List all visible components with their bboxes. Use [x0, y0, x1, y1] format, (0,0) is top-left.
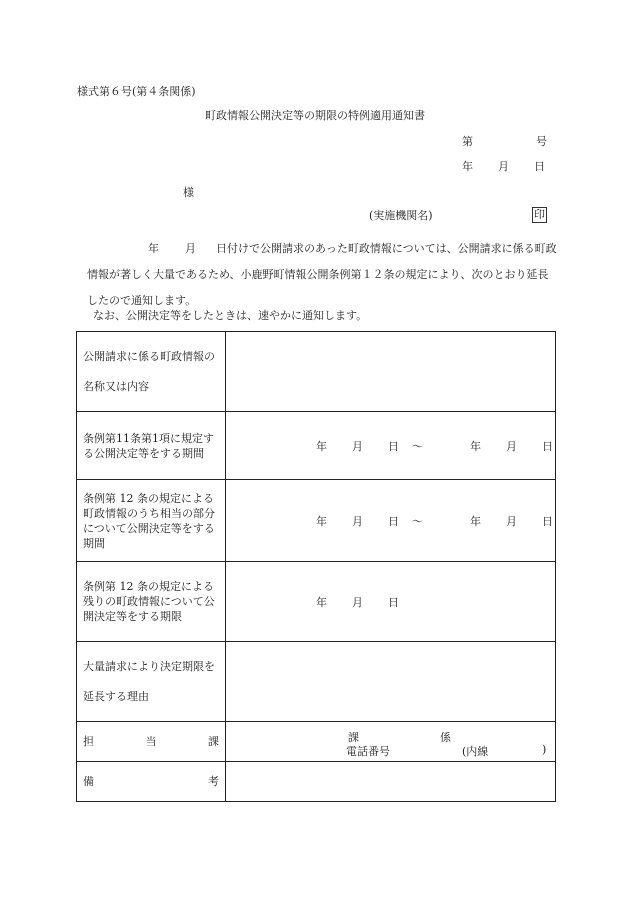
end-month: 月 [506, 439, 517, 453]
range-tilde: ～ [412, 439, 423, 453]
value-department [226, 722, 556, 762]
start-day: 日 [388, 439, 399, 453]
value-extension-reason [226, 642, 556, 722]
table-row [77, 412, 556, 480]
notice-table [76, 331, 556, 802]
end-day: 日 [542, 439, 553, 453]
label-char: 当 [145, 735, 157, 748]
table-row [77, 762, 556, 802]
start-year: 年 [316, 514, 327, 528]
phone-label: 電話番号 [346, 744, 390, 758]
label-char: 備 [83, 775, 94, 788]
end-year: 年 [470, 439, 481, 453]
number-go: 号 [536, 135, 547, 148]
document-title: 町政情報公開決定等の期限の特例適用通知書 [205, 109, 425, 122]
extension-open: (内線 [462, 744, 489, 758]
paragraph-year: 年 [148, 242, 159, 255]
date-month: 月 [498, 160, 509, 173]
label-char: 課 [208, 735, 219, 748]
number-dai: 第 [462, 135, 473, 148]
value-remarks [226, 762, 556, 802]
label-remarks [77, 762, 226, 802]
addressee-suffix: 様 [183, 186, 194, 199]
value-info-name [226, 332, 556, 412]
agency-name-label: (実施機関名) [369, 209, 433, 222]
department-ka: 課 [348, 730, 359, 744]
label-char: 考 [208, 775, 219, 788]
deadline-day: 日 [388, 595, 399, 609]
range-tilde: ～ [412, 514, 423, 528]
table-row [77, 642, 556, 722]
label-remaining-deadline: 条例第 12 条の規定による残りの町政情報について公開決定等をする期限 [77, 562, 226, 642]
notice-paragraph [87, 236, 557, 314]
table-row [77, 722, 556, 762]
seal-mark: 印 [534, 208, 545, 221]
value-partial-period [226, 480, 556, 562]
start-month: 月 [352, 514, 363, 528]
deadline-month: 月 [352, 595, 363, 609]
table-row [77, 480, 556, 562]
label-extension-reason: 大量請求により決定期限を延長する理由 [77, 642, 226, 722]
deadline-year: 年 [316, 595, 327, 609]
value-remaining-deadline [226, 562, 556, 642]
label-info-name: 公開請求に係る町政情報の名称又は内容 [77, 332, 226, 412]
label-partial-period: 条例第 12 条の規定による町政情報のうち相当の部分について公開決定等をする期間 [77, 480, 226, 562]
form-number: 様式第６号(第４条関係) [77, 85, 196, 98]
paragraph-month: 月 [185, 242, 196, 255]
start-day: 日 [388, 514, 399, 528]
extension-close: ) [542, 742, 547, 756]
start-month: 月 [352, 439, 363, 453]
table-row [77, 332, 556, 412]
end-day: 日 [542, 514, 553, 528]
label-department [77, 722, 226, 762]
start-year: 年 [316, 439, 327, 453]
table-row [77, 562, 556, 642]
date-day: 日 [534, 160, 545, 173]
end-year: 年 [470, 514, 481, 528]
notice-paragraph-2: なお、公開決定等をしたときは、速やかに通知します。 [93, 309, 368, 322]
date-year: 年 [462, 160, 473, 173]
label-decision-period: 条例第11条第1項に規定する公開決定等をする期間 [77, 412, 226, 480]
department-kakari: 係 [440, 730, 451, 744]
end-month: 月 [506, 514, 517, 528]
label-char: 担 [83, 735, 94, 748]
value-decision-period [226, 412, 556, 480]
paragraph-text: 日付けで公開請求のあった町政情報については、公開請求に係る町政情報が著しく大量であるため、小鹿野町情報公開条例第１２条の規定により、次のとおり延長したので通知します。 [87, 242, 557, 307]
